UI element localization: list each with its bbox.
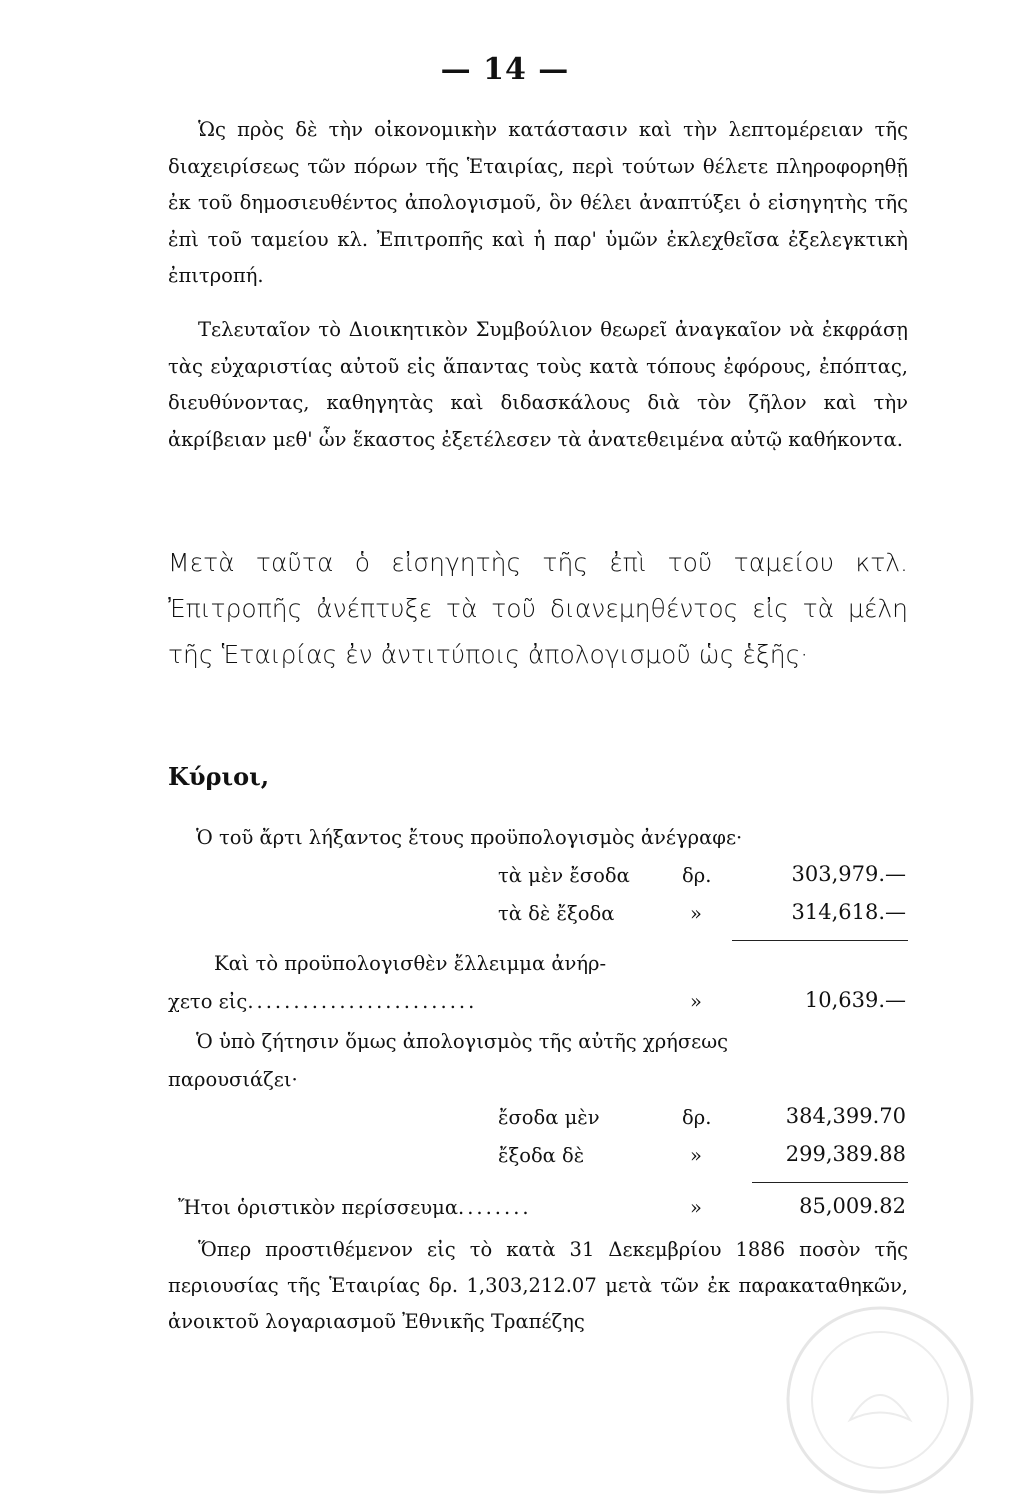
budget-income-currency: δρ. — [682, 864, 712, 887]
deficit-line-2 — [168, 990, 477, 1013]
deficit-line-1: Καὶ τὸ προϋπολογισθὲν ἔλλειμμα ἀνήρ- — [214, 952, 607, 975]
accounts-income-currency: δρ. — [682, 1106, 712, 1129]
surplus-amount: 85,009.82 — [799, 1194, 906, 1218]
surplus-label: Ἤτοι ὁριστικὸν περίσσευμα — [178, 1196, 458, 1219]
deficit-label: χετο εἰς — [168, 990, 248, 1013]
deficit-amount: 10,639.— — [804, 988, 906, 1012]
leader-dots: ......................... — [247, 990, 478, 1013]
budget-income-label: τὰ μὲν ἔσοδα — [498, 864, 630, 887]
budget-income-amount: 303,979.— — [791, 862, 906, 886]
sum-rule — [752, 1182, 908, 1183]
accounts-expense-label: ἔξοδα δὲ — [498, 1144, 585, 1167]
budget-expense-currency: » — [690, 902, 702, 925]
budget-expense-label: τὰ δὲ ἔξοδα — [498, 902, 615, 925]
sum-rule — [732, 940, 908, 941]
surplus-currency: » — [690, 1196, 702, 1219]
accounts-expense-currency: » — [690, 1144, 702, 1167]
surplus-line — [178, 1196, 532, 1219]
paragraph-finances: Ὡς πρὸς δὲ τὴν οἰκονομικὴν κατάστασιν καὶ τὴν λεπτομέρειαν τῆς διαχειρίσεως τῶν πόρων τῆς Ἑταιρίας, περὶ τούτων θέλετε πληροφορηθῇ ἐκ τοῦ δημοσιευθέντος ἀπολογισμοῦ, ὃν θέλει ἀναπτύξει ὁ εἰσηγητὴς τῆς ἐπὶ τοῦ ταμείου κλ. Ἐπιτροπῆς καὶ ἡ παρ' ὑμῶν ἐκλεχθεῖσα ἐξελεγκτικὴ ἐπιτροπή. — [168, 118, 908, 287]
budget-expense-amount: 314,618.— — [791, 900, 906, 924]
final-paragraph: Ὅπερ προστιθέμενον εἰς τὸ κατὰ 31 Δεκεμβρίου 1886 ποσὸν τῆς περιουσίας τῆς Ἑταιρίας δρ. 1,303,212.07 μετὰ τῶν ἐκ παρακαταθηκῶν, ἀνοικτοῦ λογαριασμοῦ Ἐθνικῆς Τραπέζης — [168, 1238, 908, 1333]
budget-intro: Ὁ τοῦ ἄρτι λήξαντος ἔτους προϋπολογισμὸς ἀνέγραφε· — [196, 826, 743, 849]
accounts-income-amount: 384,399.70 — [785, 1104, 906, 1128]
deficit-currency: » — [690, 990, 702, 1013]
lead-paragraph: Μετὰ ταῦτα ὁ εἰσηγητὴς τῆς ἐπὶ τοῦ ταμείου κτλ. Ἐπιτροπῆς ἀνέπτυξε τὰ τοῦ διανεμηθέντος εἰς τὰ μέλη τῆς Ἑταιρίας ἐν ἀντιτύποις ἀπολογισμοῦ ὡς ἑξῆς· — [168, 548, 908, 669]
paragraph-thanks: Τελευταῖον τὸ Διοικητικὸν Συμβούλιον θεωρεῖ ἀναγκαῖον νὰ ἐκφράσῃ τὰς εὐχαριστίας αὐτοῦ εἰς ἅπαντας τοὺς κατὰ τόπους ἐφόρους, ἐπόπτας, διευθύνοντας, καθηγητὰς καὶ διδασκάλους διὰ τὸν ζῆλον καὶ τὴν ἀκρίβειαν μεθ' ὧν ἕκαστος ἐξετέλεσεν τὰ ἀνατεθειμένα αὐτῷ καθήκοντα. — [168, 318, 908, 451]
salutation-heading: Κύριοι, — [168, 762, 270, 791]
accounts-intro-line-1: Ὁ ὑπὸ ζήτησιν ὅμως ἀπολογισμὸς τῆς αὐτῆς χρήσεως — [196, 1030, 729, 1053]
library-stamp-icon — [762, 1300, 982, 1495]
page-number: — 14 — — [440, 52, 570, 87]
leader-dots: ........ — [458, 1196, 532, 1219]
accounts-intro-line-2: παρουσιάζει· — [168, 1068, 298, 1091]
accounts-expense-amount: 299,389.88 — [785, 1142, 906, 1166]
accounts-income-label: ἔσοδα μὲν — [498, 1106, 600, 1129]
